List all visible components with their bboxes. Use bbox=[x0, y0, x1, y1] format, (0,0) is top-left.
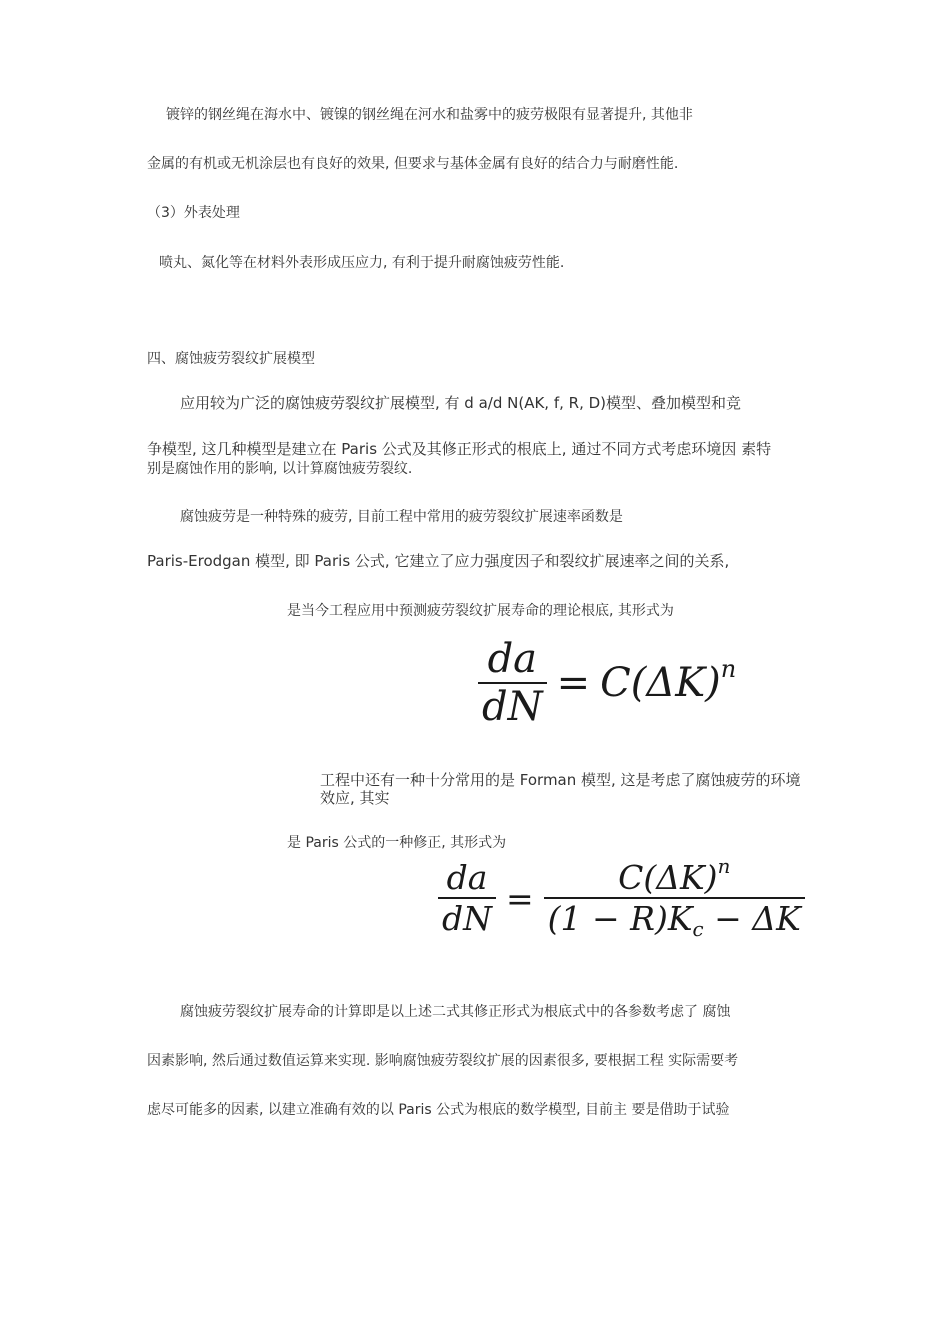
formula-numerator: da bbox=[487, 636, 538, 682]
paragraph-line: 争模型, 这几种模型是建立在 Paris 公式及其修正形式的根底上, 通过不同方式考虑环境因 素特 bbox=[147, 440, 772, 458]
paragraph-line: 金属的有机或无机涂层也有良好的效果, 但要求与基体金属有良好的结合力与耐磨性能. bbox=[147, 156, 679, 172]
formula-rhs-fraction bbox=[544, 855, 805, 941]
formula-numerator: da bbox=[446, 858, 488, 897]
formula-subscript: c bbox=[692, 917, 704, 941]
rhs-denominator-part: (1 − R)K bbox=[547, 899, 693, 938]
paragraph-line: 是当今工程应用中预测疲劳裂纹扩展寿命的理论根底, 其形式为 bbox=[287, 603, 674, 619]
formula-exponent: n bbox=[720, 654, 737, 683]
paragraph-line: Paris-Erodgan 模型, 即 Paris 公式, 它建立了应力强度因子和裂纹扩展速率之间的关系, bbox=[147, 552, 730, 570]
formula-rhs-denominator bbox=[544, 899, 805, 941]
formula-fraction bbox=[438, 858, 496, 938]
formula-fraction bbox=[478, 636, 547, 730]
rhs-denominator-part: − ΔK bbox=[703, 899, 801, 938]
paragraph-line: 是 Paris 公式的一种修正, 其形式为 bbox=[287, 835, 507, 851]
section-heading: 四、腐蚀疲劳裂纹扩展模型 bbox=[147, 351, 315, 367]
paragraph-line: 因素影响, 然后通过数值运算来实现. 影响腐蚀疲劳裂纹扩展的因素很多, 要根据工程 实际需要考 bbox=[147, 1053, 739, 1069]
paragraph-line: 喷丸、氮化等在材料外表形成压应力, 有利于提升耐腐蚀疲劳性能. bbox=[159, 255, 565, 271]
formula-exponent: n bbox=[717, 855, 731, 879]
formula-denominator: dN bbox=[442, 899, 492, 938]
formula-rhs-base: C(ΔK) bbox=[600, 660, 721, 706]
formula-rhs bbox=[600, 654, 737, 706]
formula-rhs-numerator bbox=[544, 855, 805, 897]
rhs-numerator-base: C(ΔK) bbox=[618, 858, 718, 897]
formula-denominator: dN bbox=[482, 684, 543, 730]
paragraph-line: 别是腐蚀作用的影响, 以计算腐蚀疲劳裂纹. bbox=[147, 461, 413, 477]
paragraph-line: 腐蚀疲劳是一种特殊的疲劳, 目前工程中常用的疲劳裂纹扩展速率函数是 bbox=[180, 509, 623, 525]
equals-sign: = bbox=[556, 660, 591, 706]
forman-formula bbox=[438, 855, 805, 941]
paragraph-line: 应用较为广泛的腐蚀疲劳裂纹扩展模型, 有 d a/d N(AK, f, R, D)模型、叠加模型和竞 bbox=[180, 394, 742, 412]
equals-sign: = bbox=[506, 878, 534, 918]
item-heading: （3）外表处理 bbox=[147, 205, 240, 221]
paragraph-line: 虑尽可能多的因素, 以建立准确有效的以 Paris 公式为根底的数学模型, 目前主 要是借助于试验 bbox=[147, 1102, 730, 1118]
paris-formula bbox=[478, 636, 736, 730]
paragraph-line: 腐蚀疲劳裂纹扩展寿命的计算即是以上述二式其修正形式为根底式中的各参数考虑了 腐蚀 bbox=[180, 1004, 731, 1020]
paragraph-line: 镀锌的钢丝绳在海水中、镀镍的钢丝绳在河水和盐雾中的疲劳极限有显著提升, 其他非 bbox=[166, 107, 693, 123]
paragraph-line: 工程中还有一种十分常用的是 Forman 模型, 这是考虑了腐蚀疲劳的环境效应, 其实 bbox=[320, 771, 801, 807]
